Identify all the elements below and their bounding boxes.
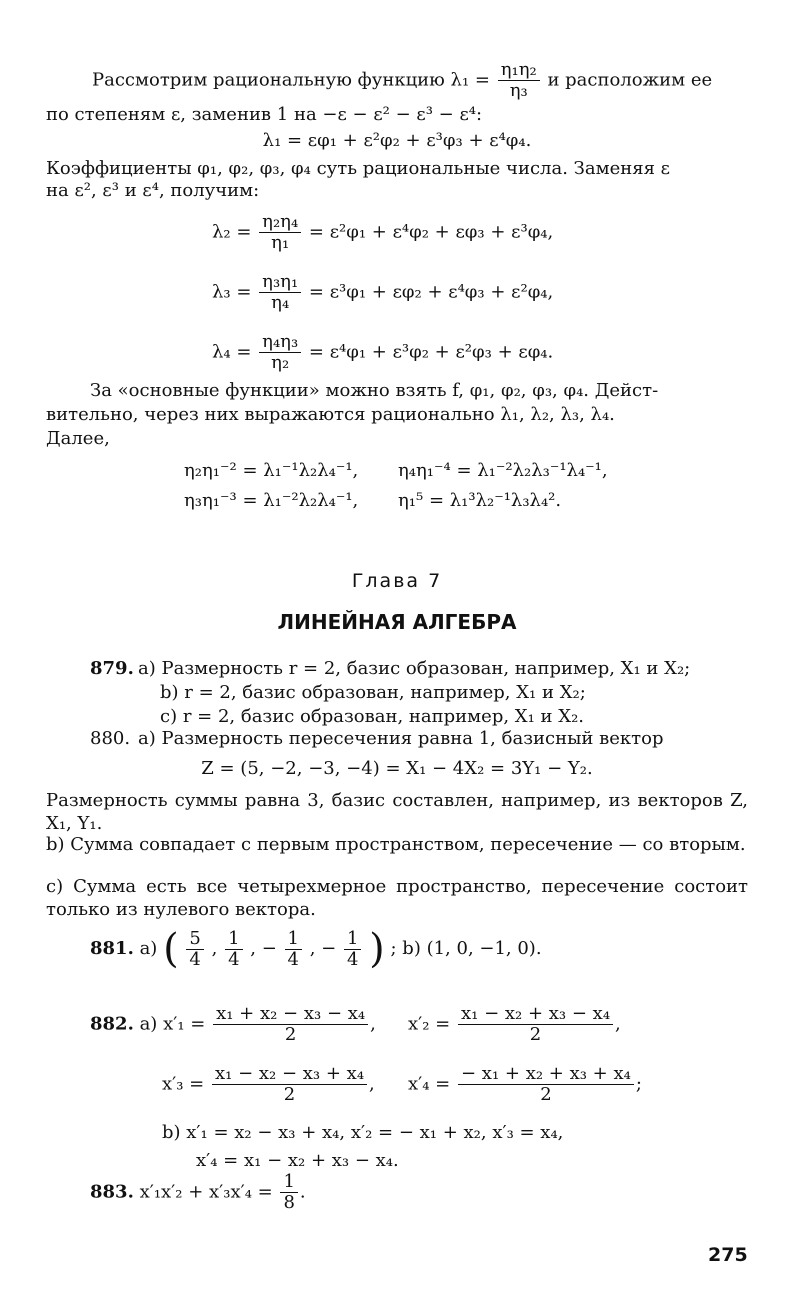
lambda1-fraction [498,60,540,101]
equation-fraction: $\frac{\text{η₂η₄}}{\text{η₁}}$ [259,212,301,253]
problem-882-x2: x′₂ = $\frac{\text{x₁ − x₂ + x₃ − x₄}}{2}$ , [408,1003,621,1045]
relation-2a: η₃η₁⁻³ = λ₁⁻²λ₂λ₄⁻¹, [184,490,359,511]
basic-line-3: Далее, [46,428,110,449]
equation-lambda4: λ₄ = $\frac{\text{η₄η₃}}{\text{η₂}}$ = ε⁴φ₁ + ε³φ₂ + ε²φ₃ + εφ₄. [212,331,554,373]
fraction: $\frac{1}{4}$ [285,929,302,970]
problem-882-row-1: 882. a) x′₁ = $\frac{\text{x₁ + x₂ − x₃ − x₄}}{2}$ , [90,1003,376,1045]
fraction: $\frac{1}{4}$ [225,929,242,970]
fraction: $\frac{1}{4}$ [344,929,361,970]
problem-883: 883. x′₁x′₂ + x′₃x′₄ = $\frac{1}{8}$ . [90,1171,306,1213]
intro-line-2: по степеням ε, заменив 1 на −ε − ε² − ε³ − ε⁴: [46,104,483,125]
equation-lambda2: λ₂ = $\frac{\text{η₂η₄}}{\text{η₁}}$ = ε²φ₁ + ε⁴φ₂ + εφ₃ + ε³φ₄, [212,211,554,253]
equation-fraction: $\frac{\text{η₄η₃}}{\text{η₂}}$ [259,332,301,373]
intro-text: Рассмотрим рациональную функцию λ₁ = [92,69,490,91]
fraction-numerator: η₁η₂ [498,60,540,81]
formula-lambda1: λ₁ = εφ₁ + ε²φ₂ + ε³φ₃ + ε⁴φ₄. [262,130,532,151]
problem-880-vector-z: Z = (5, −2, −3, −4) = X₁ − 4X₂ = 3Y₁ − Y₂. [201,758,593,779]
page-number: 275 [708,1244,748,1266]
relation-2b: η₁⁵ = λ₁³λ₂⁻¹λ₃λ₄². [398,490,562,511]
problem-882-b-line-1: b) x′₁ = x₂ − x₃ + x₄, x′₂ = − x₁ + x₂, x′₃ = x₄, [162,1122,564,1143]
intro-line-1 [92,60,712,101]
basic-line-2: вительно, через них выражаются рационально λ₁, λ₂, λ₃, λ₄. [46,404,615,425]
fraction: $\frac{\text{x₁ + x₂ − x₃ − x₄}}{2}$ [213,1004,368,1045]
fraction: $\frac{\text{− x₁ + x₂ + x₃ + x₄}}{2}$ [458,1064,634,1105]
fraction-denominator: η₃ [509,79,528,101]
problem-882-x4: x′₄ = $\frac{\text{− x₁ + x₂ + x₃ + x₄}}{2}$ ; [408,1063,642,1105]
problem-882-b-line-2: x′₄ = x₁ − x₂ + x₃ − x₄. [196,1150,399,1171]
problem-879-b: b) r = 2, базис образован, например, X₁ и X₂; [160,682,586,703]
coeff-line-1: Коэффициенты φ₁, φ₂, φ₃, φ₄ суть рациональные числа. Заменяя ε [46,158,670,179]
chapter-title: ЛИНЕЙНАЯ АЛГЕБРА [277,610,517,634]
problem-879-a: a) Размерность r = 2, базис образован, например, X₁ и X₂; [138,658,691,679]
problem-880-a: a) Размерность пересечения равна 1, базисный вектор [138,728,664,749]
chapter-label: Глава 7 [351,570,443,592]
fraction: $\frac{\text{x₁ − x₂ − x₃ + x₄}}{2}$ [212,1064,367,1105]
left-paren: ( [163,926,179,972]
fraction: $\frac{5}{4}$ [186,929,203,970]
basic-line-1: За «основные функции» можно взять f, φ₁, φ₂, φ₃, φ₄. Дейст- [90,380,659,401]
problem-880-c: c) Сумма есть все четырехмерное пространство, пересечение состоит только из нулевого вектора. [46,876,748,920]
problem-880-number: 880. [90,728,131,749]
equation-fraction: $\frac{\text{η₃η₁}}{\text{η₄}}$ [259,272,301,313]
problem-882-number: 882. [90,1013,134,1035]
fraction: $\frac{\text{x₁ − x₂ + x₃ − x₄}}{2}$ [458,1004,613,1045]
problem-883-number: 883. [90,1181,134,1203]
right-paren: ) [369,926,385,972]
problem-880-b: b) Сумма совпадает с первым пространством, пересечение — со вторым. [46,834,746,855]
relation-1b: η₄η₁⁻⁴ = λ₁⁻²λ₂λ₃⁻¹λ₄⁻¹, [398,460,608,481]
problem-879-c: c) r = 2, базис образован, например, X₁ и X₂. [160,706,585,727]
problem-882-x3: x′₃ = $\frac{\text{x₁ − x₂ − x₃ + x₄}}{2}$ , [162,1063,375,1105]
fraction: $\frac{1}{8}$ [280,1172,297,1213]
coeff-line-2: на ε², ε³ и ε⁴, получим: [46,180,260,201]
equation-lambda3: λ₃ = $\frac{\text{η₃η₁}}{\text{η₄}}$ = ε³φ₁ + εφ₂ + ε⁴φ₃ + ε²φ₄, [212,271,554,313]
relation-1a: η₂η₁⁻² = λ₁⁻¹λ₂λ₄⁻¹, [184,460,359,481]
problem-880-sum: Размерность суммы равна 3, базис составлен, например, из векторов Z, X₁, Y₁. [46,790,748,834]
problem-881: 881. a) ( $\frac{5}{4}$ , $\frac{1}{4}$ , − $\frac{1}{4}$ , − $\frac{1}{4}$ ) ; b) (1, 0, −1, 0). [90,926,542,972]
problem-881-number: 881. [90,938,134,959]
intro-tail: и расположим ее [547,69,713,91]
problem-879-number: 879. [90,658,134,679]
